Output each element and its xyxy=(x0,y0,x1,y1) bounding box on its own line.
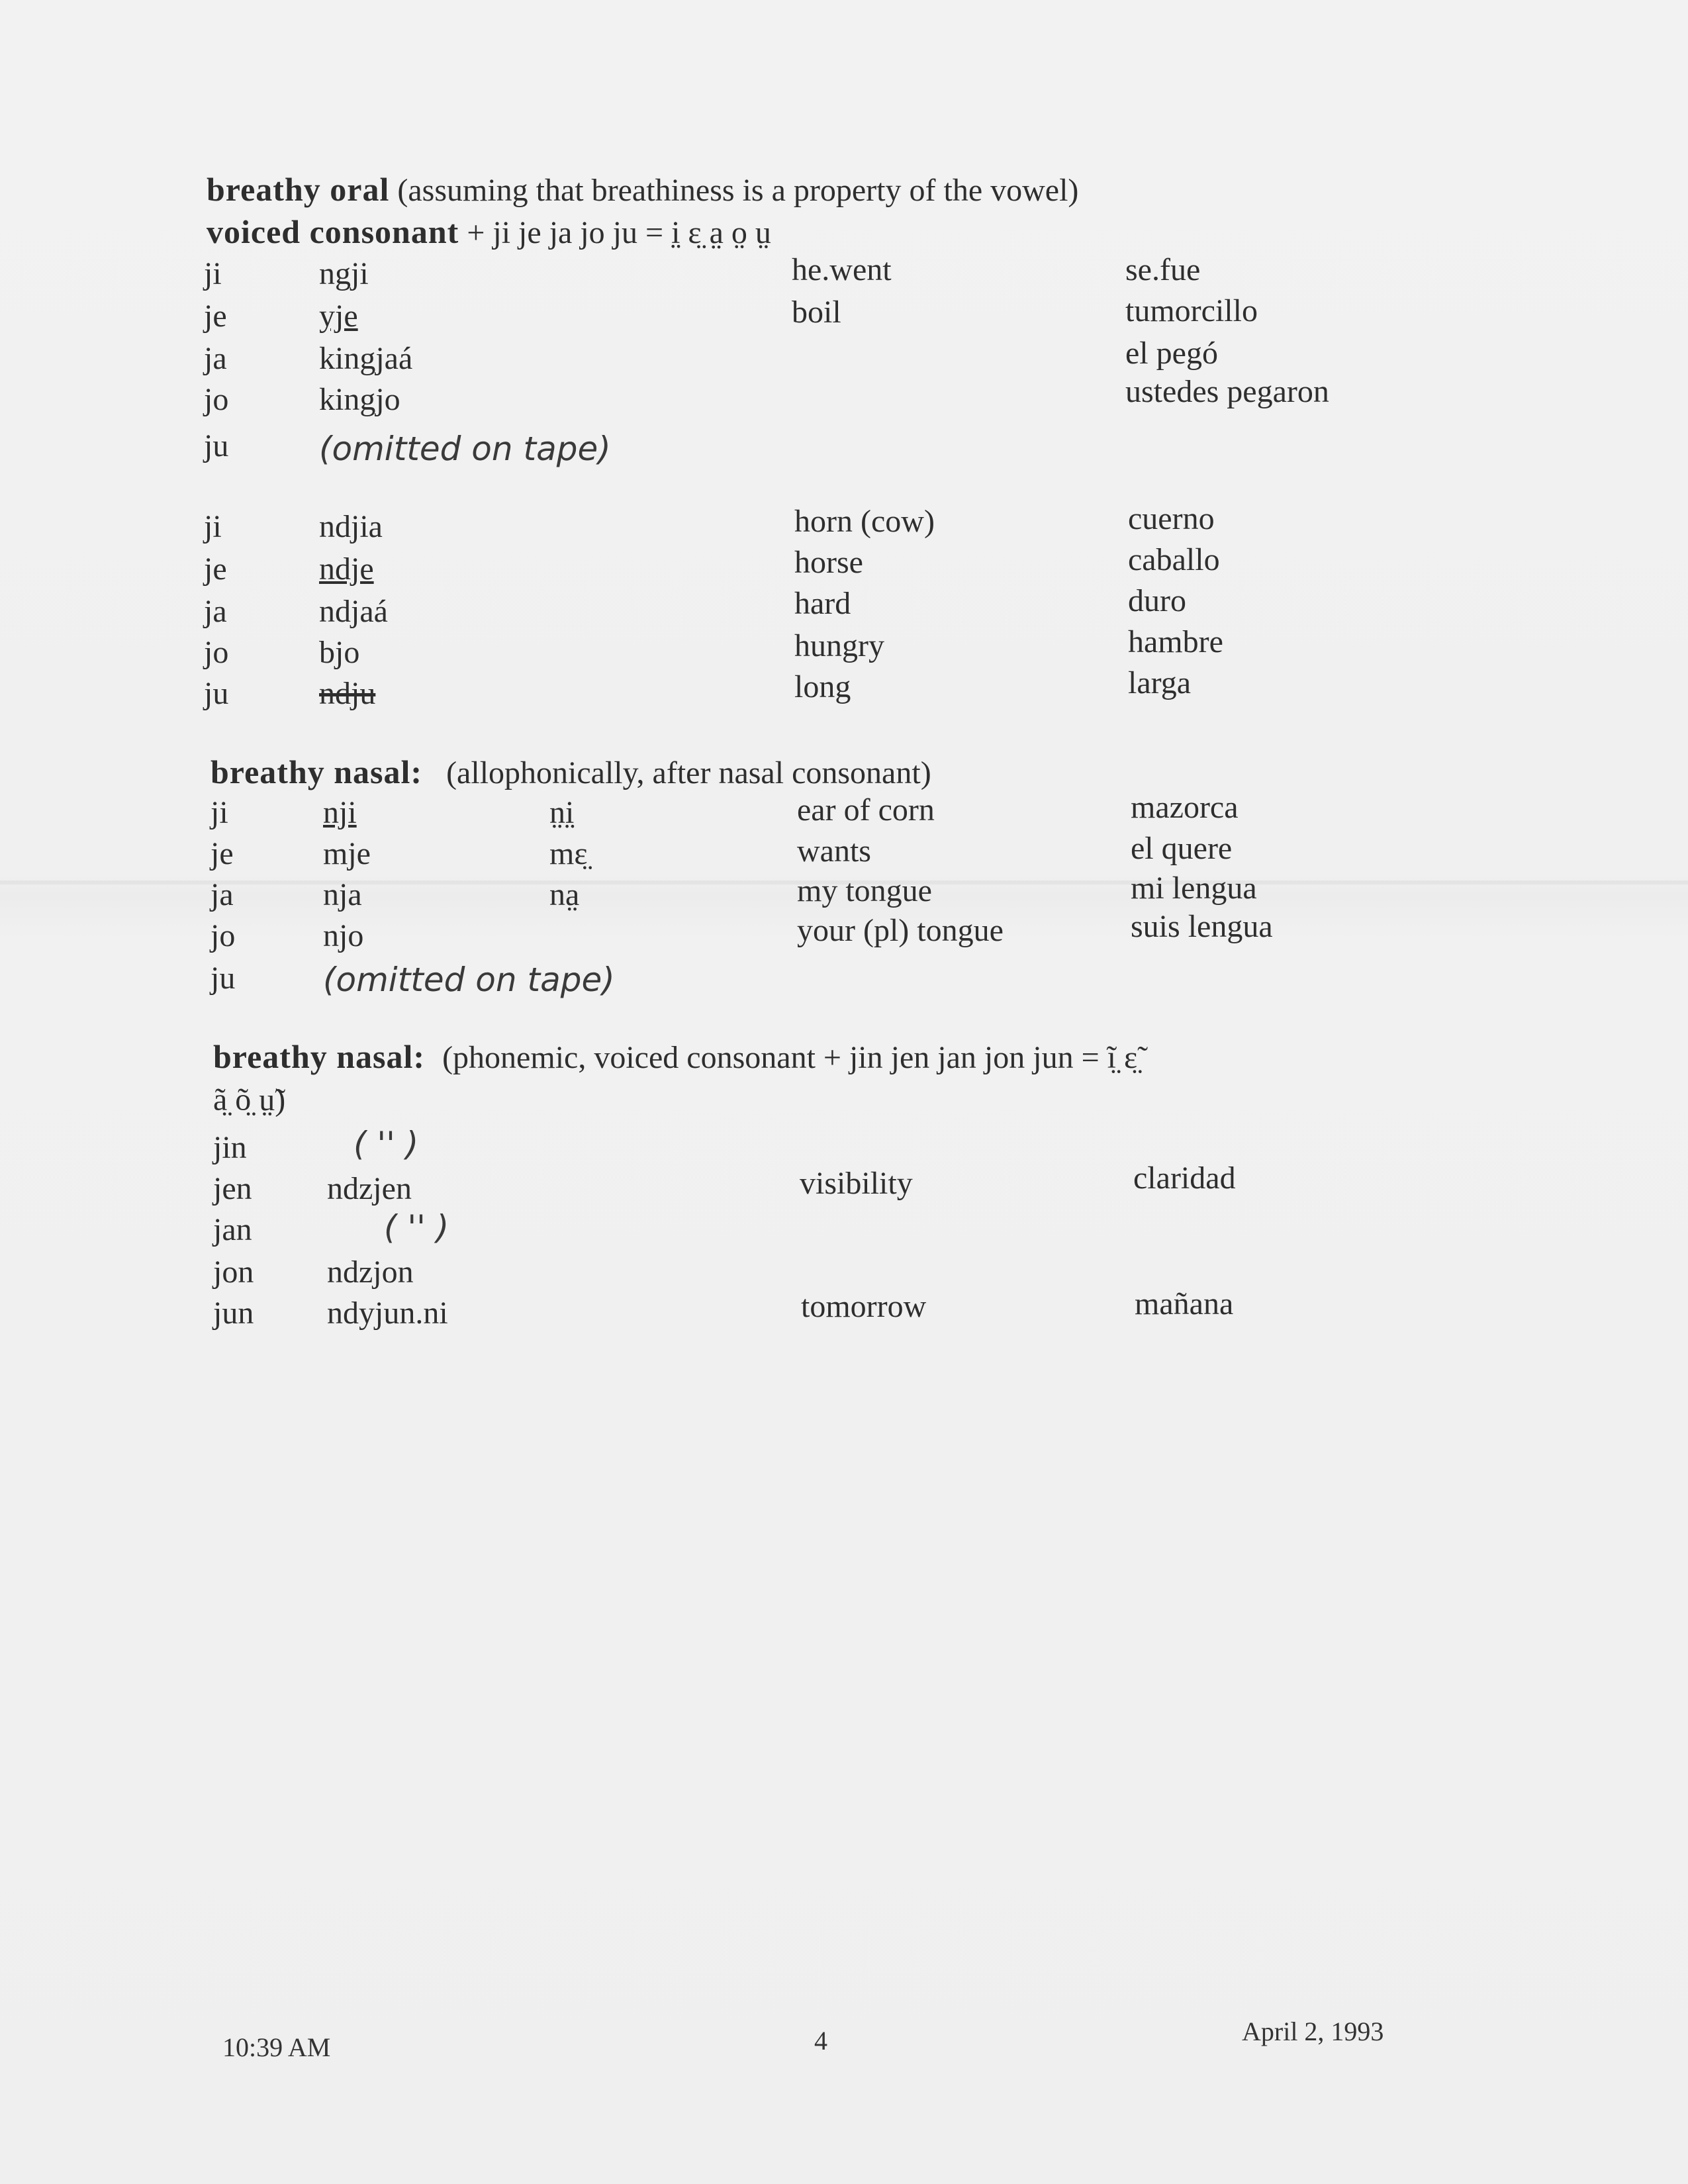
s2-row1-english: horn (cow) xyxy=(794,504,935,539)
s1-row1-syllable: ji xyxy=(204,256,222,291)
heading-bold: voiced consonant xyxy=(207,213,459,250)
s4-row2-spanish: claridad xyxy=(1133,1161,1236,1196)
s4-row2-english: visibility xyxy=(800,1166,913,1201)
s3-row4-word: njo xyxy=(323,918,364,953)
s2-row4-syllable: jo xyxy=(204,635,229,670)
footer-date: April 2, 1993 xyxy=(1242,2017,1384,2046)
s1-row1-english: he.went xyxy=(792,252,892,287)
s1-row4-word: kingjo xyxy=(319,382,400,417)
s2-row5-word-crossed-out: ndju xyxy=(319,676,376,711)
s2-row2-word: ndje xyxy=(319,551,374,587)
s2-row4-word: bjo xyxy=(319,635,360,670)
handwritten-omitted-note: (omitted on tape) xyxy=(319,430,611,468)
s1-row5-syllable: ju xyxy=(204,428,229,463)
s3-row1-word: nji xyxy=(323,795,357,830)
s2-row2-syllable: je xyxy=(204,551,227,587)
s3-row5-syllable: ju xyxy=(211,961,236,996)
s1-row4-syllable: jo xyxy=(204,382,229,417)
s2-row5-spanish: larga xyxy=(1128,665,1192,700)
s3-row2-english: wants xyxy=(797,833,871,869)
s4-row2-syllable: jen xyxy=(213,1171,252,1206)
heading-formula: + ji je ja jo ju = i̤ ɛ̤ a̤ o̤ ṳ xyxy=(467,215,771,250)
s1-row3-syllable: ja xyxy=(204,341,227,376)
s2-row3-english: hard xyxy=(794,586,851,621)
s3-row4-spanish: suis lengua xyxy=(1131,909,1273,944)
section4-heading xyxy=(213,1038,1137,1076)
s3-row2-ipa: mɛ̤ xyxy=(549,836,588,871)
s3-row1-ipa: n̤i̤ xyxy=(549,795,575,830)
s3-row2-syllable: je xyxy=(211,836,234,871)
s3-row3-spanish: mi lengua xyxy=(1131,871,1257,906)
s4-row4-word: ndzjon xyxy=(327,1255,414,1290)
s2-row3-word: ndjaá xyxy=(319,594,388,629)
footer-time: 10:39 AM xyxy=(222,2032,331,2062)
s2-row4-spanish: hambre xyxy=(1128,624,1223,659)
s2-row5-english: long xyxy=(794,669,851,704)
s3-row3-word: nja xyxy=(323,877,362,912)
s1-row2-english: boil xyxy=(792,295,841,330)
heading-bold: breathy nasal: xyxy=(213,1038,426,1075)
heading-note: (allophonically, after nasal consonant) xyxy=(446,755,931,790)
section4-heading-continued: ã̤ õ̤ ṳ̃) xyxy=(213,1082,286,1117)
section1-heading-line1 xyxy=(207,171,1078,209)
s4-row5-word: ndyjun.ni xyxy=(327,1296,448,1331)
s1-row1-spanish: se.fue xyxy=(1125,252,1201,287)
s3-row1-syllable: ji xyxy=(211,795,228,830)
s3-row1-english: ear of corn xyxy=(797,792,935,828)
heading-note: (phonemic, voiced consonant + jin jen jan jon jun = ĩ̤ ɛ̤̃ xyxy=(442,1040,1138,1075)
s1-row4-spanish: ustedes pegaron xyxy=(1125,374,1329,409)
handwritten-ditto-mark: ( '' ) xyxy=(384,1208,449,1247)
s1-row2-word: yje xyxy=(319,299,358,334)
s1-row2-spanish: tumorcillo xyxy=(1125,293,1258,328)
s2-row1-syllable: ji xyxy=(204,509,222,544)
handwritten-ditto-mark: ( '' ) xyxy=(353,1125,419,1163)
heading-note: (assuming that breathiness is a property of the vowel) xyxy=(397,173,1079,208)
s4-row4-syllable: jon xyxy=(213,1255,254,1290)
s2-row3-spanish: duro xyxy=(1128,583,1186,618)
s3-row2-word: mje xyxy=(323,836,371,871)
s3-row3-ipa: na̤ xyxy=(549,877,580,912)
s3-row4-syllable: jo xyxy=(211,918,236,953)
section1-heading-line2 xyxy=(207,213,771,252)
s1-row1-word: ngji xyxy=(319,256,369,291)
s2-row1-spanish: cuerno xyxy=(1128,501,1215,536)
heading-bold: breathy nasal: xyxy=(211,753,423,790)
footer-page-number: 4 xyxy=(814,2026,827,2056)
s3-row3-syllable: ja xyxy=(211,877,234,912)
s2-row4-english: hungry xyxy=(794,628,884,663)
s3-row4-english: your (pl) tongue xyxy=(797,913,1004,948)
s2-row2-english: horse xyxy=(794,545,863,580)
s1-row3-spanish: el pegó xyxy=(1125,336,1218,371)
s2-row5-syllable: ju xyxy=(204,676,229,711)
s4-row2-word: ndzjen xyxy=(327,1171,412,1206)
s4-row5-syllable: jun xyxy=(213,1296,254,1331)
s4-row3-syllable: jan xyxy=(213,1212,252,1247)
section3-heading xyxy=(211,753,931,792)
s4-row5-english: tomorrow xyxy=(801,1289,927,1324)
s3-row3-english: my tongue xyxy=(797,873,932,908)
s4-row5-spanish: mañana xyxy=(1135,1286,1234,1321)
s1-row3-word: kingjaá xyxy=(319,341,413,376)
s2-row3-syllable: ja xyxy=(204,594,227,629)
handwritten-omitted-note: (omitted on tape) xyxy=(323,961,615,999)
s1-row2-syllable: je xyxy=(204,299,227,334)
s2-row2-spanish: caballo xyxy=(1128,542,1220,577)
s3-row2-spanish: el quere xyxy=(1131,831,1233,866)
heading-bold: breathy oral xyxy=(207,171,390,208)
s3-row1-spanish: mazorca xyxy=(1131,790,1239,825)
s4-row1-syllable: jin xyxy=(213,1130,247,1165)
s2-row1-word: ndjia xyxy=(319,509,383,544)
